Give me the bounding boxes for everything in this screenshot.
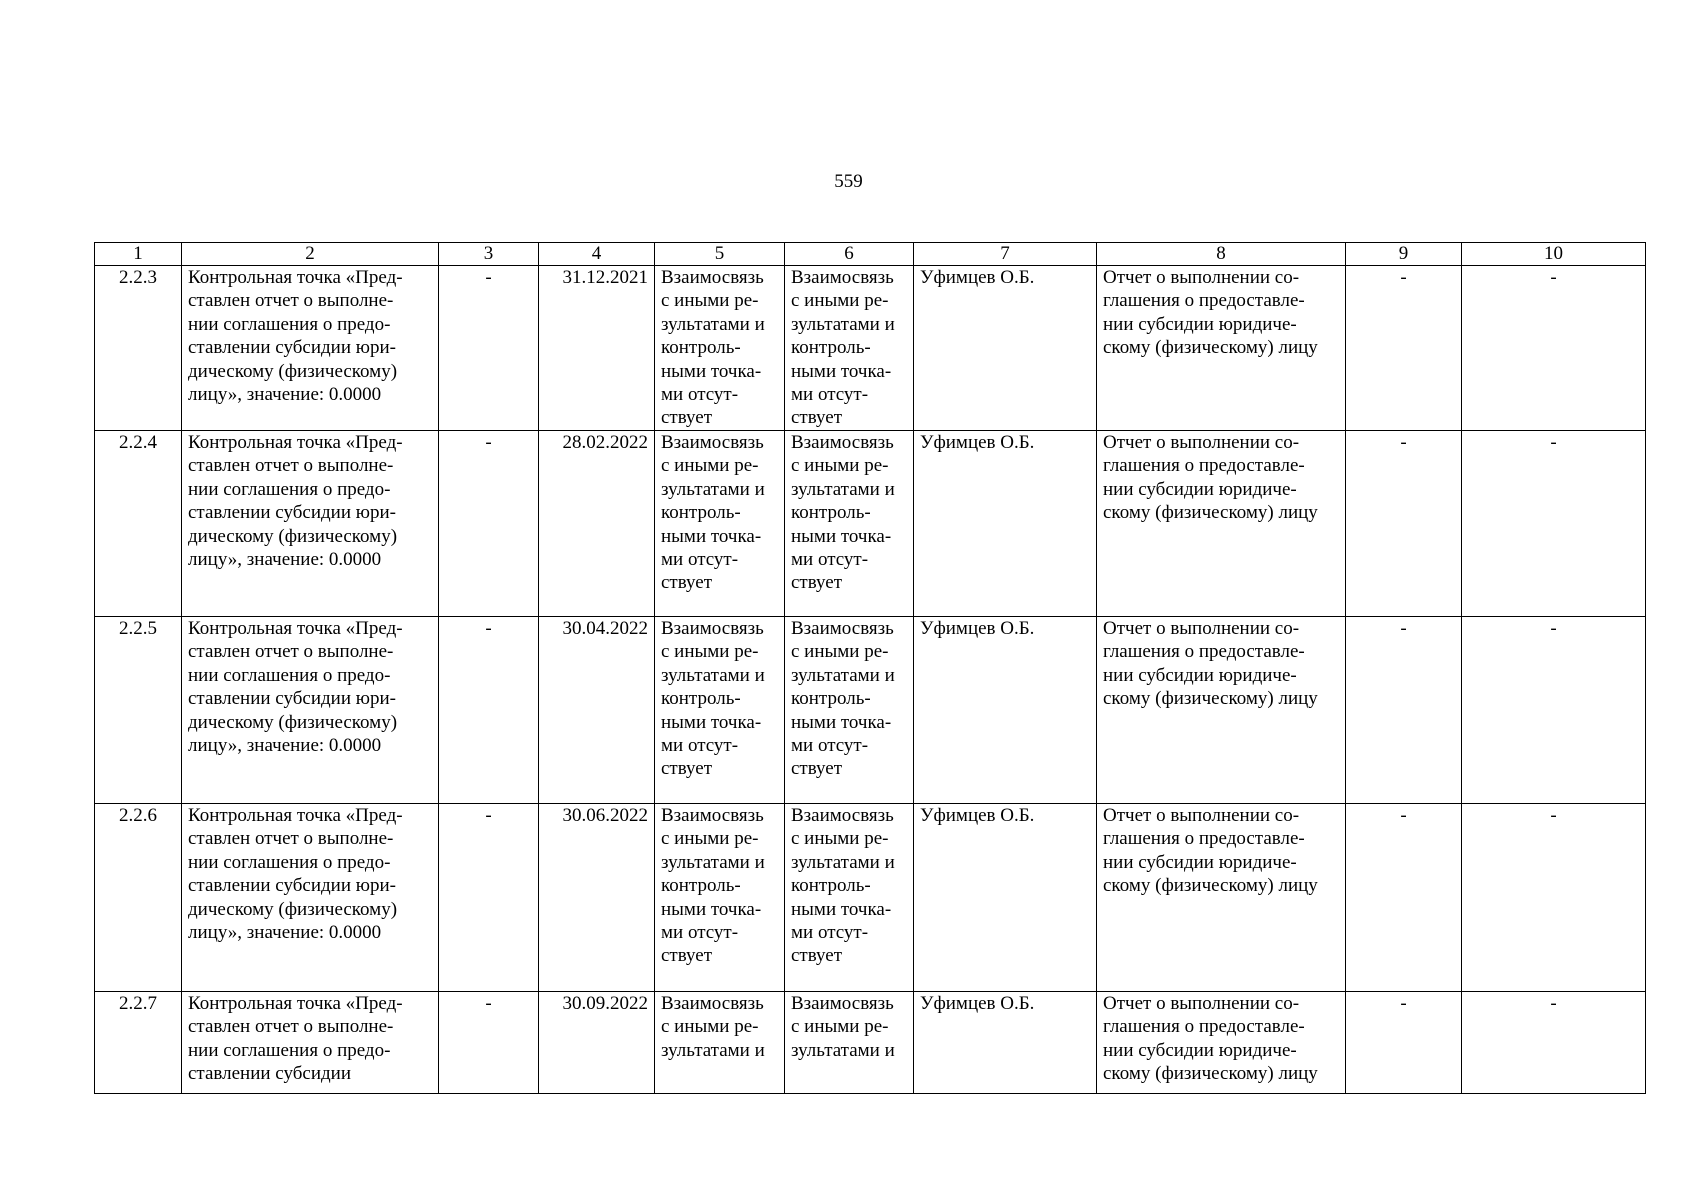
text-line: с иными ре- (791, 641, 889, 663)
text-line: ствует (791, 945, 843, 967)
text-line: нии субсидии юридиче- (1103, 851, 1297, 873)
text-line: Контрольная точка «Пред- (188, 993, 403, 1014)
column-header-3: 3 (439, 243, 539, 266)
text-line: Контрольная точка «Пред- (188, 432, 403, 453)
text-line: нии субсидии юридиче- (1103, 1039, 1297, 1061)
cell-col9: - (1346, 992, 1462, 1094)
page-number: 559 (834, 171, 863, 192)
text-line: Взаимосвязь (791, 993, 894, 1014)
text-line: скому (физическому) лицу (1103, 688, 1318, 710)
control-point-name (182, 804, 439, 992)
table-row (95, 431, 1646, 617)
responsible-person: Уфимцев О.Б. (914, 804, 1097, 992)
due-date: 30.04.2022 (539, 617, 655, 804)
text-line: дическому (физическому) (188, 525, 398, 547)
text-line: зультатами и (791, 313, 895, 335)
due-date: 28.02.2022 (539, 431, 655, 617)
relation-predecessor (655, 431, 785, 617)
text-line: зультатами и (661, 1039, 765, 1061)
text-line: ставлен отчет о выполне- (188, 641, 394, 663)
row-number: 2.2.7 (95, 992, 182, 1094)
text-line: ставлении субсидии юри- (188, 875, 396, 897)
text-line: глашения о предоставле- (1103, 641, 1305, 663)
column-header-6: 6 (785, 243, 914, 266)
text-line: контроль- (661, 502, 741, 524)
text-line: глашения о предоставле- (1103, 455, 1305, 477)
responsible-person: Уфимцев О.Б. (914, 992, 1097, 1094)
text-line: ствует (661, 407, 713, 429)
text-line: контроль- (661, 688, 741, 710)
cell-col10: - (1462, 431, 1646, 617)
text-line: нии соглашения о предо- (188, 313, 391, 335)
text-line: ставлении субсидии (188, 1063, 351, 1085)
text-line: зультатами и (661, 851, 765, 873)
cell-col9: - (1346, 266, 1462, 431)
text-line: ными точка- (791, 711, 892, 733)
relation-successor (785, 617, 914, 804)
text-line: ми отсут- (791, 735, 869, 757)
text-line: Взаимосвязь (661, 618, 764, 639)
text-line: ми отсут- (661, 549, 739, 571)
text-line: Отчет о выполнении со- (1103, 267, 1300, 288)
report-document (1097, 266, 1346, 431)
text-line: зультатами и (791, 1039, 895, 1061)
text-line: зультатами и (661, 313, 765, 335)
text-line: ми отсут- (791, 922, 869, 944)
text-line: лицу», значение: 0.0000 (188, 384, 382, 406)
column-header-2: 2 (182, 243, 439, 266)
text-line: ствует (661, 758, 713, 780)
text-line: зультатами и (791, 664, 895, 686)
cell-col9: - (1346, 617, 1462, 804)
text-line: ствует (661, 572, 713, 594)
text-line: ными точка- (661, 711, 762, 733)
text-line: с иными ре- (661, 455, 759, 477)
text-line: Отчет о выполнении со- (1103, 432, 1300, 453)
relation-predecessor (655, 804, 785, 992)
table-row (95, 617, 1646, 804)
text-line: ми отсут- (661, 735, 739, 757)
text-line: контроль- (791, 688, 871, 710)
text-line: нии субсидии юридиче- (1103, 478, 1297, 500)
report-document (1097, 804, 1346, 992)
text-line: Взаимосвязь (791, 805, 894, 826)
row-number: 2.2.5 (95, 617, 182, 804)
text-line: глашения о предоставле- (1103, 1016, 1305, 1038)
column-header-1: 1 (95, 243, 182, 266)
relation-predecessor (655, 617, 785, 804)
text-line: Отчет о выполнении со- (1103, 618, 1300, 639)
text-line: глашения о предоставле- (1103, 290, 1305, 312)
table-row (95, 992, 1646, 1094)
text-line: контроль- (791, 502, 871, 524)
text-line: с иными ре- (661, 828, 759, 850)
text-line: Отчет о выполнении со- (1103, 993, 1300, 1014)
text-line: с иными ре- (661, 641, 759, 663)
due-date: 30.09.2022 (539, 992, 655, 1094)
text-line: ми отсут- (661, 922, 739, 944)
text-line: зультатами и (791, 851, 895, 873)
text-line: Взаимосвязь (661, 993, 764, 1014)
text-line: Взаимосвязь (661, 432, 764, 453)
text-line: дическому (физическому) (188, 711, 398, 733)
responsible-person: Уфимцев О.Б. (914, 617, 1097, 804)
text-line: ствует (791, 758, 843, 780)
cell-col9: - (1346, 804, 1462, 992)
text-line: нии соглашения о предо- (188, 664, 391, 686)
report-document (1097, 992, 1346, 1094)
text-line: зультатами и (661, 478, 765, 500)
text-line: ми отсут- (791, 384, 869, 406)
text-line: ствует (791, 572, 843, 594)
text-line: Отчет о выполнении со- (1103, 805, 1300, 826)
row-number: 2.2.6 (95, 804, 182, 992)
column-header-7: 7 (914, 243, 1097, 266)
text-line: скому (физическому) лицу (1103, 502, 1318, 524)
text-line: Контрольная точка «Пред- (188, 618, 403, 639)
text-line: ставлен отчет о выполне- (188, 1016, 394, 1038)
text-line: скому (физическому) лицу (1103, 875, 1318, 897)
table-row (95, 804, 1646, 992)
cell-col9: - (1346, 431, 1462, 617)
relation-predecessor (655, 992, 785, 1094)
text-line: ными точка- (661, 898, 762, 920)
text-line: нии соглашения о предо- (188, 851, 391, 873)
text-line: зультатами и (661, 664, 765, 686)
text-line: скому (физическому) лицу (1103, 1063, 1318, 1085)
due-date: 30.06.2022 (539, 804, 655, 992)
text-line: зультатами и (791, 478, 895, 500)
relation-successor (785, 431, 914, 617)
text-line: с иными ре- (791, 290, 889, 312)
text-line: нии субсидии юридиче- (1103, 664, 1297, 686)
text-line: с иными ре- (791, 455, 889, 477)
text-line: Взаимосвязь (661, 267, 764, 288)
relation-successor (785, 992, 914, 1094)
column-header-4: 4 (539, 243, 655, 266)
column-header-5: 5 (655, 243, 785, 266)
text-line: дическому (физическому) (188, 360, 398, 382)
relation-successor (785, 804, 914, 992)
text-line: Контрольная точка «Пред- (188, 805, 403, 826)
text-line: ными точка- (791, 525, 892, 547)
text-line: ствует (661, 945, 713, 967)
text-line: нии соглашения о предо- (188, 478, 391, 500)
text-line: нии субсидии юридиче- (1103, 313, 1297, 335)
control-point-name (182, 992, 439, 1094)
text-line: ставлении субсидии юри- (188, 337, 396, 359)
text-line: скому (физическому) лицу (1103, 337, 1318, 359)
due-date: 31.12.2021 (539, 266, 655, 431)
cell-col10: - (1462, 266, 1646, 431)
text-line: контроль- (661, 337, 741, 359)
row-number: 2.2.4 (95, 431, 182, 617)
text-line: лицу», значение: 0.0000 (188, 922, 382, 944)
text-line: с иными ре- (661, 1016, 759, 1038)
text-line: контроль- (791, 875, 871, 897)
control-point-name (182, 617, 439, 804)
relation-successor (785, 266, 914, 431)
text-line: Взаимосвязь (791, 618, 894, 639)
text-line: нии соглашения о предо- (188, 1039, 391, 1061)
text-line: ными точка- (791, 360, 892, 382)
text-line: ставлен отчет о выполне- (188, 290, 394, 312)
text-line: ствует (791, 407, 843, 429)
cell-col10: - (1462, 992, 1646, 1094)
text-line: ными точка- (661, 525, 762, 547)
column-header-9: 9 (1346, 243, 1462, 266)
text-line: с иными ре- (661, 290, 759, 312)
control-point-name (182, 431, 439, 617)
cell-col3: - (439, 266, 539, 431)
column-header-10: 10 (1462, 243, 1646, 266)
text-line: Взаимосвязь (791, 432, 894, 453)
text-line: ными точка- (791, 898, 892, 920)
cell-col3: - (439, 804, 539, 992)
report-document (1097, 431, 1346, 617)
text-line: с иными ре- (791, 828, 889, 850)
text-line: Контрольная точка «Пред- (188, 267, 403, 288)
control-points-table (94, 242, 1646, 1094)
cell-col3: - (439, 992, 539, 1094)
text-line: дическому (физическому) (188, 898, 398, 920)
report-document (1097, 617, 1346, 804)
control-point-name (182, 266, 439, 431)
table-row (95, 266, 1646, 431)
text-line: глашения о предоставле- (1103, 828, 1305, 850)
text-line: ставлен отчет о выполне- (188, 828, 394, 850)
text-line: ми отсут- (661, 384, 739, 406)
text-line: ставлении субсидии юри- (188, 502, 396, 524)
cell-col10: - (1462, 804, 1646, 992)
text-line: с иными ре- (791, 1016, 889, 1038)
text-line: Взаимосвязь (661, 805, 764, 826)
relation-predecessor (655, 266, 785, 431)
text-line: лицу», значение: 0.0000 (188, 549, 382, 571)
header-row (95, 243, 1646, 266)
text-line: контроль- (661, 875, 741, 897)
cell-col10: - (1462, 617, 1646, 804)
cell-col3: - (439, 431, 539, 617)
text-line: Взаимосвязь (791, 267, 894, 288)
column-header-8: 8 (1097, 243, 1346, 266)
responsible-person: Уфимцев О.Б. (914, 266, 1097, 431)
text-line: ми отсут- (791, 549, 869, 571)
text-line: ставлен отчет о выполне- (188, 455, 394, 477)
text-line: ными точка- (661, 360, 762, 382)
cell-col3: - (439, 617, 539, 804)
row-number: 2.2.3 (95, 266, 182, 431)
text-line: лицу», значение: 0.0000 (188, 735, 382, 757)
text-line: ставлении субсидии юри- (188, 688, 396, 710)
responsible-person: Уфимцев О.Б. (914, 431, 1097, 617)
text-line: контроль- (791, 337, 871, 359)
